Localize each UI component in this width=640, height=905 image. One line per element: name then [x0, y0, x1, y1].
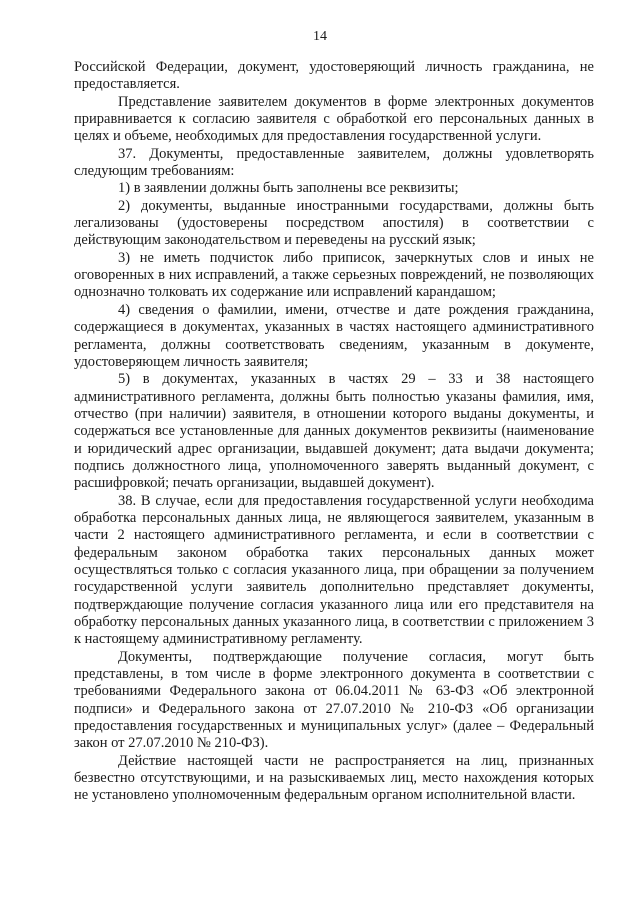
paragraph-electronic-documents: Представление заявителем документов в форме электронных документов приравнивается к согласию заявителя с обработкой его персональных данных в целях и объеме, необходимых для предоставления государственной услуги.	[74, 93, 594, 145]
list-item-requirement-2: 2) документы, выданные иностранными государствами, должны быть легализованы (удостоверены посредством апостиля) в соответствии с действующим законодательством и переведены на русский язык;	[74, 197, 594, 249]
paragraph-consent-documents: Документы, подтверждающие получение согласия, могут быть представлены, в том числе в форме электронного документа в соответствии с требованиями Федерального закона от 06.04.2011 № 63-ФЗ «Об электронной подписи» и Федерального закона от 27.07.2010 № 210-ФЗ «Об организации предоставления государственных и муниципальных услуг» (далее – Федеральный закон от 27.07.2010 № 210-ФЗ).	[74, 648, 594, 752]
paragraph-exception: Действие настоящей части не распространяется на лиц, признанных безвестно отсутствующими, и на разыскиваемых лиц, место нахождения которых не установлено уполномоченным федеральным органом исполнительной власти.	[74, 752, 594, 804]
paragraph-item-38: 38. В случае, если для предоставления государственной услуги необходима обработка персональных данных лица, не являющегося заявителем, указанным в части 2 настоящего административного регламента, и если в соответствии с федеральным законом обработка таких персональных данных может осуществляться только с согласия указанного лица, при обращении за получением государственной услуги заявитель дополнительно представляет документы, подтверждающие получение согласия указанного лица или его представителя на обработку персональных данных указанного лица, в соответствии с приложением 3 к настоящему административному регламенту.	[74, 492, 594, 648]
paragraph-item-37: 37. Документы, предоставленные заявителем, должны удовлетворять следующим требованиям:	[74, 145, 594, 180]
list-item-requirement-1: 1) в заявлении должны быть заполнены все реквизиты;	[118, 180, 459, 197]
list-item-requirement-4: 4) сведения о фамилии, имени, отчестве и дате рождения гражданина, содержащиеся в документах, указанных в частях настоящего административного регламента, должны соответствовать сведениям, указанным в документе, удостоверяющем личность заявителя;	[74, 301, 594, 370]
document-body	[74, 59, 594, 805]
paragraph-continuation: Российской Федерации, документ, удостоверяющий личность гражданина, не предоставляется.	[74, 59, 594, 93]
list-item-requirement-5: 5) в документах, указанных в частях 29 – 33 и 38 настоящего административного регламента, должны быть полностью указаны фамилия, имя, отчество (при наличии) заявителя, в отношении которого выданы документы, и содержаться все установленные для данных документов реквизиты (наименование и юридический адрес организации, выдавшей документ; дата выдачи документа; подпись должностного лица, уполномоченного заверять выданный документ, с расшифровкой; печать организации, выдавшей документ).	[74, 371, 594, 492]
list-item-requirement-3: 3) не иметь подчисток либо приписок, зачеркнутых слов и иных не оговоренных в них исправлений, а также серьезных повреждений, не позволяющих однозначно толковать их содержание или исправлений карандашом;	[74, 249, 594, 301]
page-number: 14	[313, 29, 327, 44]
